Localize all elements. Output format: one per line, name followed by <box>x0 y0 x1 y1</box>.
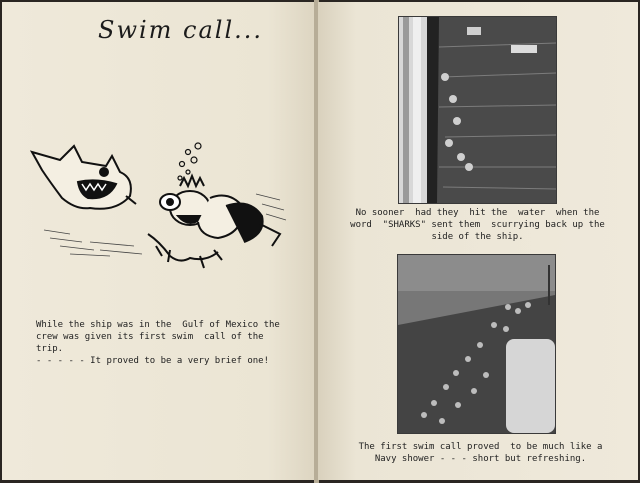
swimmer-drawing <box>148 176 280 268</box>
crew-on-deck-photo <box>397 254 556 434</box>
shark-cartoon-illustration <box>30 138 292 278</box>
left-caption: While the ship was in the Gulf of Mexico the crew was given its first swim call of the trip. - - - - - It proved to be a very brief one! <box>36 320 280 366</box>
page-title: Swim call... <box>98 16 264 44</box>
bottom-photo-caption: The first swim call proved to be much like a Navy shower - - - short but refreshing. <box>358 442 603 464</box>
left-page <box>2 2 315 480</box>
top-photo-caption: No sooner had they hit the water when the word "SHARKS" sent them scurrying back up the side of the ship. <box>350 208 605 242</box>
shark-drawing <box>32 146 136 209</box>
swimmers-alongside-ship-photo <box>398 16 557 204</box>
bubbles-drawing <box>178 143 201 180</box>
